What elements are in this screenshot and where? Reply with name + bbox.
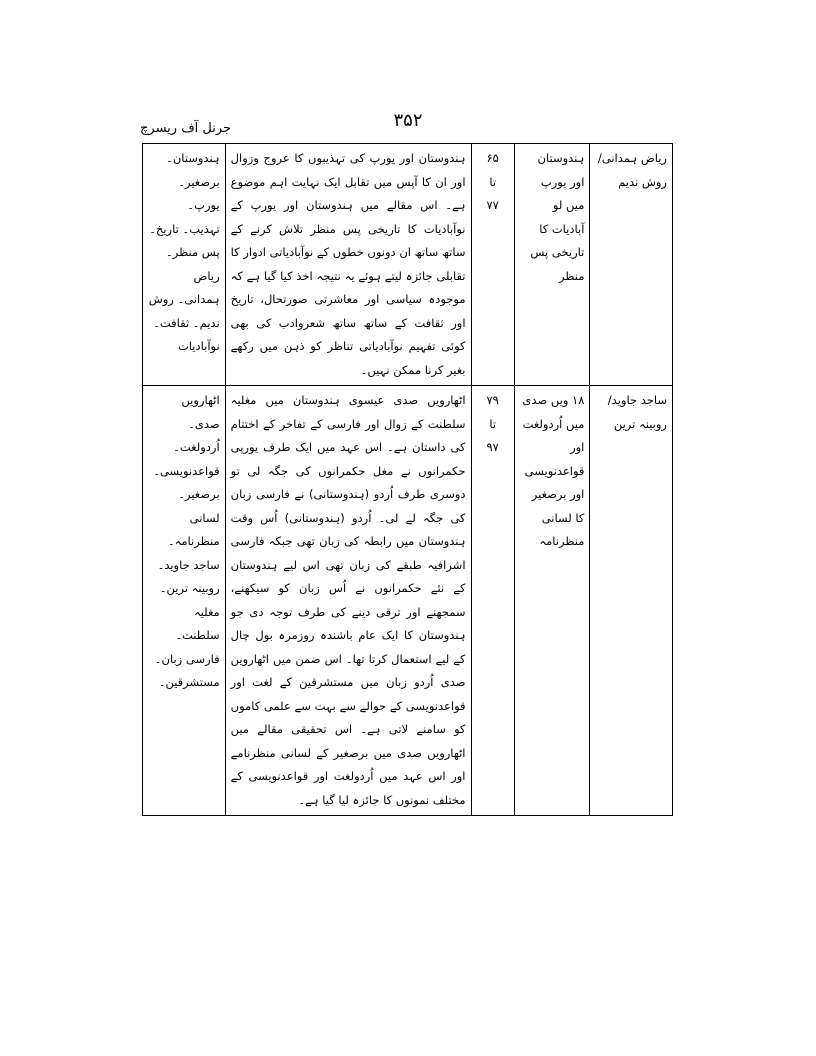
journal-name: جرنل آف ریسرچ [140, 121, 232, 136]
pages-cell [471, 386, 514, 816]
pages-cell [471, 144, 514, 386]
keywords-cell: ہندوستان۔ برصغیر۔ یورپ۔ تہذیب۔ تاریخ۔ پس منظر۔ ریاض ہمدانی۔ روش ندیم۔ ثقافت۔ نوآبادیات [143, 144, 226, 386]
keywords-cell: اٹھارویں صدی۔ اُردولغت۔ قواعدنویسی۔ برصغیر۔ لسانی منظرنامہ۔ ساجد جاوید۔ روبینہ ترین۔ مغلیہ سلطنت۔ فارسی زبان۔ مستشرقین۔ [143, 386, 226, 816]
author-cell: ریاض ہمدانی/روش ندیم [590, 144, 673, 386]
table-row [143, 144, 673, 386]
author-cell: ساجد جاوید/ روبینہ ترین [590, 386, 673, 816]
abstract-cell: ہندوستان اور یورپ کی تہذیبوں کا عروج وزوال اور ان کا آپس میں تقابل ایک نہایت اہم موضوع ہے۔ اس مقالے میں ہندوستان اور یورپ کے نوآبادیات کا تاریخی پس منظر تلاش کرنے کے ساتھ ساتھ ان دونوں خطوں کے نوآبادیاتی ادوار کا تقابلی جائزہ لیتے ہوئے یہ نتیجہ اخذ کیا گیا ہے کہ موجودہ سیاسی اور معاشرتی صورتحال، تاریخ اور ثقافت کے ساتھ ساتھ شعروادب کی بھی کوئی تفہیم نوآبادیاتی تناظر کو ذہن میں رکھے بغیر کرنا ممکن نہیں۔ [225, 144, 471, 386]
table-row [143, 386, 673, 816]
page-from: ۶۵ [486, 151, 499, 165]
page-to-word: تا [489, 174, 497, 189]
page-to: ۷۷ [486, 198, 499, 212]
page-to: ۹۷ [486, 440, 499, 454]
abstract-cell: اٹھارویں صدی عیسوی ہندوستان میں مغلیہ سلطنت کے زوال اور فارسی کے تفاخر کے اختتام کی داستان ہے۔ اس عہد میں ایک طرف یورپی حکمرانوں نے مغل حکمرانوں کی جگہ لی تو دوسری طرف اُردو (ہندوستانی) نے فارسی زبان کی جگہ لے لی۔ اُردو (ہندوستانی) اُس وقت ہندوستان میں رابطہ کی زبان تھی جبکہ فارسی اشرافیہ طبقے کی زبان تھی اس لیے ہندوستان کے نئے حکمرانوں نے اُس زبان کو سیکھنے، سمجھنے اور ترقی دینے کی طرف توجہ دی جو ہندوستان کا ایک عام باشندہ روزمرہ بول چال کے لیے استعمال کرتا تھا۔ اس ضمن میں اٹھارویں صدی اُردو زبان میں مستشرقین کے لغت اور قواعدنویسی کے حوالے سے بہت سے علمی کاموں کو سامنے لاتی ہے۔ اس تحقیقی مقالے میں اٹھارویں صدی میں برصغیر کے لسانی منظرنامے اور اس عہد میں اُردولغت اور قواعدنویسی کے مختلف نمونوں کا جائزہ لیا گیا ہے۔ [225, 386, 471, 816]
page-to-word: تا [489, 416, 497, 431]
articles-table [142, 143, 673, 816]
title-cell: ہندوستان اور یورپ میں لو آبادیات کا تاریخی پس منظر [514, 144, 590, 386]
title-cell: ۱۸ ویں صدی میں اُردولغت اور قواعدنویسی اور برصغیر کا لسانی منظرنامہ [514, 386, 590, 816]
page-number: ۳۵۲ [393, 110, 423, 131]
page-from: ۷۹ [486, 393, 499, 407]
